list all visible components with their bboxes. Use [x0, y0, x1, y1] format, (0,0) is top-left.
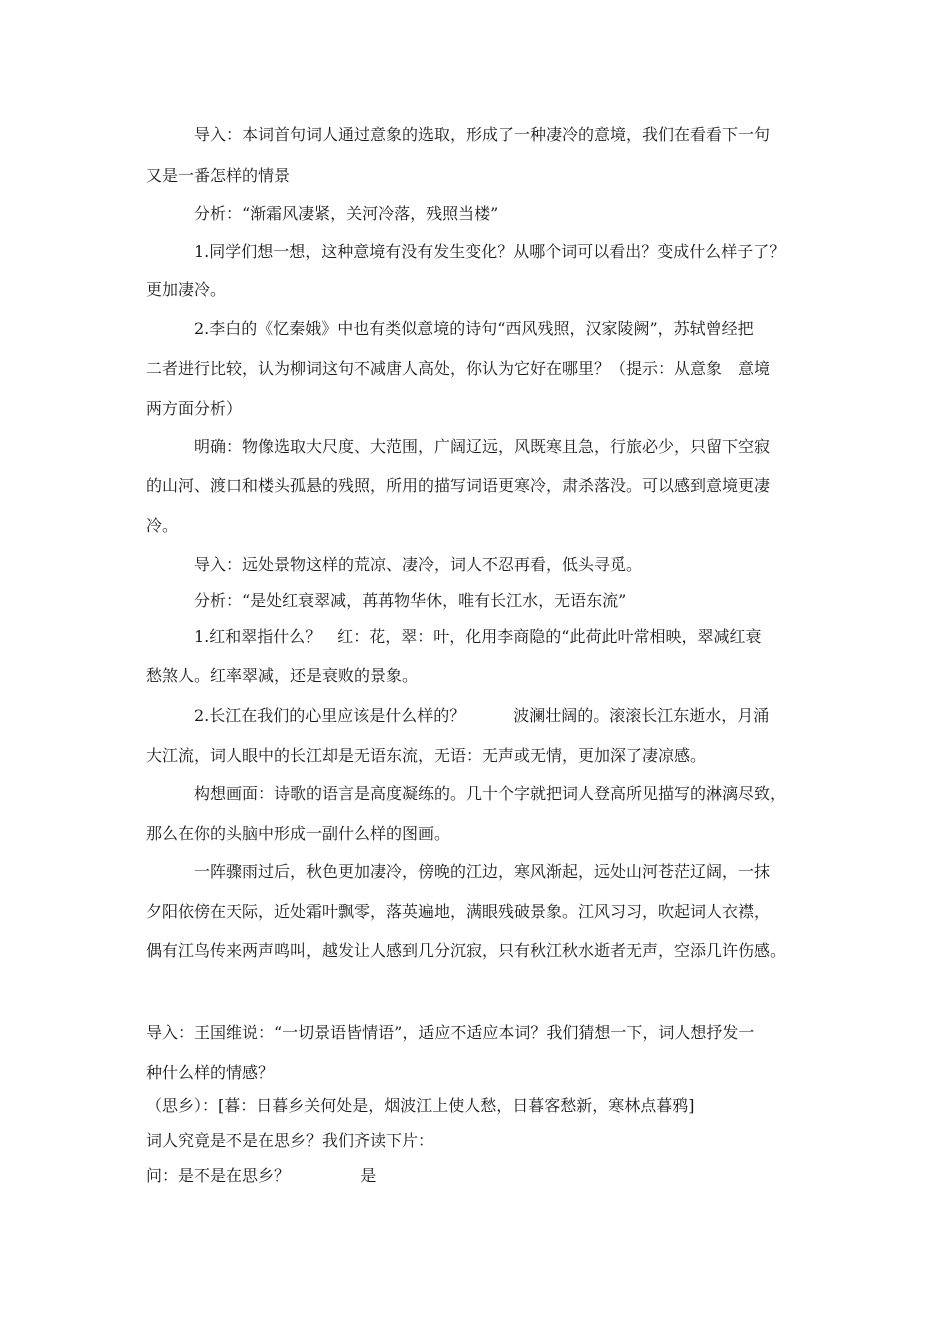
text-line: 二者进行比较，认为柳词这句不减唐人高处，你认为它好在哪里？（提示：从意象 意境 [146, 359, 771, 378]
text-line: 2.李白的《忆秦娥》中也有类似意境的诗句“西风残照，汉家陵阙”，苏轼曾经把 [194, 319, 754, 338]
text-line: 构想画面：诗歌的语言是高度凝练的。几十个字就把词人登高所见描写的淋漓尽致， [194, 784, 787, 803]
question-text: 问：是不是在思乡？ [146, 1166, 291, 1185]
text-line: 的山河、渡口和楼头孤悬的残照，所用的描写词语更寒冷，肃杀落没。可以感到意境更凄 [146, 476, 771, 495]
text-line [146, 1166, 376, 1186]
text-line: 导入：远处景物这样的荒凉、凄冷，词人不忍再看，低头寻觅。 [194, 555, 643, 574]
text-line: 夕阳依傍在天际，近处霜叶飘零，落英遍地，满眼残破景象。江风习习，吹起词人衣襟， [146, 902, 771, 921]
text-line: 种什么样的情感？ [146, 1063, 275, 1082]
text-line: 导入：王国维说：“一切景语皆情语”，适应不适应本词？我们猜想一下，词人想抒发一 [146, 1023, 755, 1042]
text-line: 那么在你的头脑中形成一副什么样的图画。 [146, 824, 451, 843]
text-line: 明确：物像选取大尺度、大范围，广阔辽远，风既寒且急，行旅必少，只留下空寂 [194, 437, 771, 456]
text-line: 一阵骤雨过后，秋色更加凄冷，傍晚的江边，寒风渐起，远处山河苍茫辽阔，一抹 [194, 862, 771, 881]
text-line: 词人究竟是不是在思乡？我们齐读下片： [146, 1131, 435, 1150]
text-line: 导入：本词首句词人通过意象的选取，形成了一种凄冷的意境，我们在看看下一句 [194, 125, 771, 144]
text-line: 两方面分析） [146, 399, 243, 418]
answer-text: 是 [360, 1166, 377, 1185]
text-line: 2.长江在我们的心里应该是什么样的？ 波澜壮阔的。滚滚长江东逝水，月涌 [194, 706, 770, 725]
text-line: 冷。 [146, 516, 179, 535]
text-line: 大江流，词人眼中的长江却是无语东流，无语：无声或无情，更加深了凄凉感。 [146, 746, 707, 765]
text-line: 1.同学们想一想，这种意境有没有发生变化？从哪个词可以看出？变成什么样子了？ [194, 242, 786, 261]
text-line: 愁煞人。红率翠减，还是衰败的景象。 [146, 666, 419, 685]
text-line: 分析：“渐霜风凄紧，关河冷落，残照当楼” [194, 204, 499, 223]
text-line: 又是一番怎样的情景 [146, 166, 291, 185]
text-line: 1.红和翠指什么？ 红：花，翠：叶，化用李商隐的“此荷此叶常相映，翠减红衰 [194, 627, 762, 646]
text-line: 更加凄冷。 [146, 280, 227, 299]
text-line: 偶有江鸟传来两声鸣叫，越发让人感到几分沉寂，只有秋江秋水逝者无声，空添几许伤感。 [146, 941, 787, 960]
text-line: （思乡）：[暮：日暮乡关何处是，烟波江上使人愁，日暮客愁新，寒林点暮鸦] [146, 1096, 695, 1115]
text-line: 分析：“是处红衰翠减，苒苒物华休，唯有长江水，无语东流” [194, 591, 627, 610]
